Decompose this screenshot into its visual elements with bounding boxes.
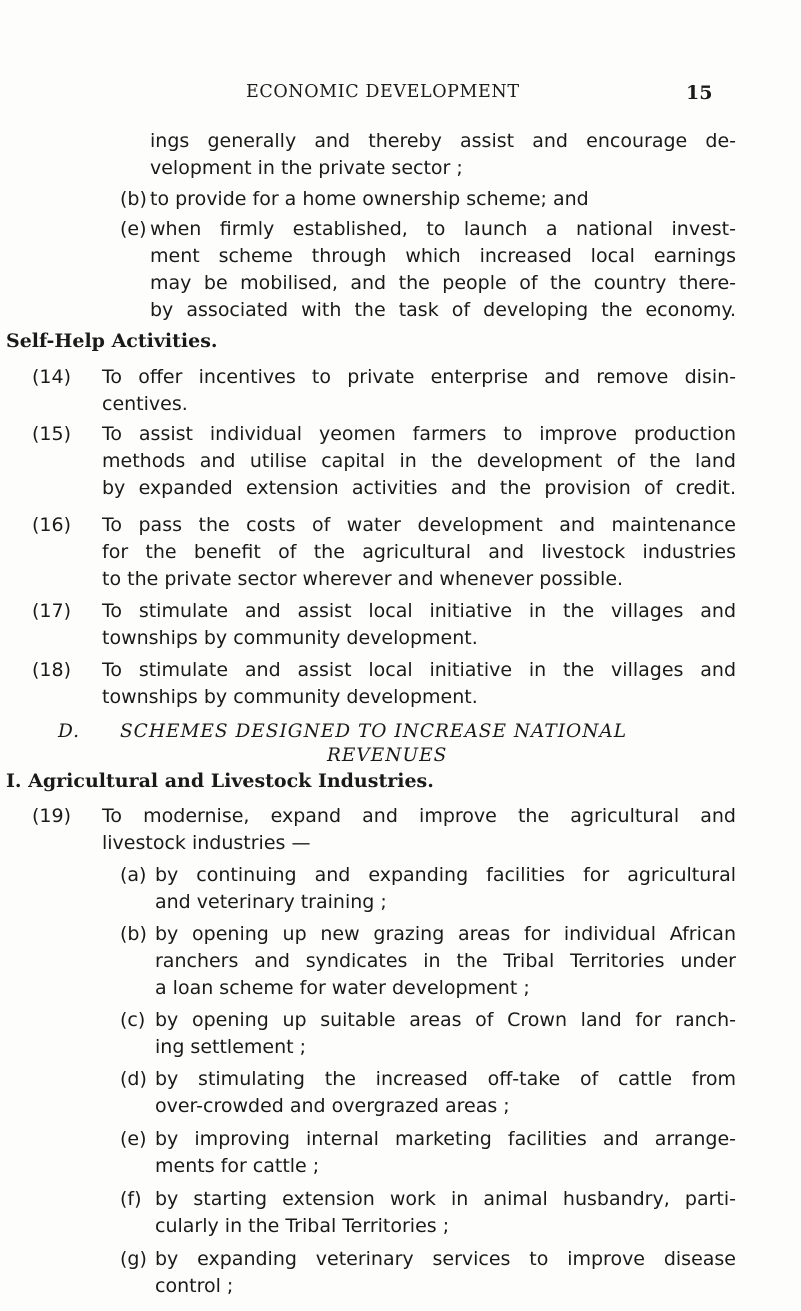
item-line: methods and utilise capital in the development of the land: [102, 450, 736, 472]
sub-item-label: (e): [120, 1128, 147, 1150]
item-line: townships by community development.: [102, 686, 478, 708]
sub-item-line: a loan scheme for water development ;: [155, 977, 530, 999]
sub-item-line: may be mobilised, and the people of the country there-: [150, 272, 736, 294]
page-number: 15: [686, 82, 713, 104]
sub-item-line: ing settlement ;: [155, 1036, 307, 1058]
sub-item-label: (g): [120, 1248, 147, 1270]
sub-item-line: cularly in the Tribal Territories ;: [155, 1215, 450, 1237]
item-line: for the benefit of the agricultural and livestock industries: [102, 541, 736, 563]
section-letter: D.: [58, 721, 81, 742]
section-title: REVENUES: [327, 745, 448, 766]
continuation-line: velopment in the private sector ;: [150, 157, 463, 179]
sub-item-line: when firmly established, to launch a national invest-: [150, 218, 736, 240]
running-header: [0, 82, 801, 112]
item-line: To pass the costs of water development and maintenance: [102, 514, 736, 536]
item-label: (18): [32, 659, 72, 681]
subsection-heading: I. Agricultural and Livestock Industries.: [6, 770, 434, 792]
item-line: To modernise, expand and improve the agricultural and: [102, 805, 736, 827]
sub-item-line: to provide for a home ownership scheme; and: [150, 188, 589, 210]
sub-item-line: by improving internal marketing facilities and arrange-: [155, 1128, 736, 1150]
item-line: centives.: [102, 393, 188, 415]
sub-item-label: (b): [120, 188, 147, 210]
item-line: livestock industries —: [102, 832, 311, 854]
sub-item-line: control ;: [155, 1275, 234, 1297]
item-line: to the private sector wherever and whenever possible.: [102, 568, 624, 590]
sub-item-line: ments for cattle ;: [155, 1155, 320, 1177]
sub-item-line: ment scheme through which increased local earnings: [150, 245, 736, 267]
item-label: (15): [32, 423, 72, 445]
sub-item-label: (a): [120, 864, 147, 886]
item-line: To assist individual yeomen farmers to improve production: [102, 423, 736, 445]
sub-item-line: by opening up suitable areas of Crown land for ranch-: [155, 1009, 736, 1031]
item-line: townships by community development.: [102, 627, 478, 649]
sub-item-line: by stimulating the increased off-take of cattle from: [155, 1068, 736, 1090]
item-label: (19): [32, 805, 72, 827]
sub-item-line: by starting extension work in animal husbandry, parti-: [155, 1188, 736, 1210]
sub-item-label: (c): [120, 1009, 146, 1031]
header-title: ECONOMIC DEVELOPMENT: [246, 82, 520, 102]
sub-item-line: by associated with the task of developing the economy.: [150, 299, 736, 321]
item-line: To offer incentives to private enterprise and remove disin-: [102, 366, 736, 388]
sub-item-label: (d): [120, 1068, 147, 1090]
continuation-line: ings generally and thereby assist and encourage de-: [150, 130, 736, 152]
section-title: SCHEMES DESIGNED TO INCREASE NATIONAL: [120, 721, 628, 742]
item-line: by expanded extension activities and the provision of credit.: [102, 477, 736, 499]
sub-item-line: over-crowded and overgrazed areas ;: [155, 1095, 510, 1117]
sub-item-label: (b): [120, 923, 147, 945]
sub-item-line: by opening up new grazing areas for individual African: [155, 923, 736, 945]
item-label: (14): [32, 366, 72, 388]
sub-item-line: ranchers and syndicates in the Tribal Territories under: [155, 950, 736, 972]
sub-item-line: and veterinary training ;: [155, 891, 387, 913]
section-heading: Self-Help Activities.: [6, 330, 218, 352]
sub-item-line: by continuing and expanding facilities for agricultural: [155, 864, 736, 886]
item-label: (16): [32, 514, 72, 536]
item-line: To stimulate and assist local initiative in the villages and: [102, 600, 736, 622]
sub-item-label: (e): [120, 218, 147, 240]
sub-item-label: (f): [120, 1188, 142, 1210]
item-line: To stimulate and assist local initiative in the villages and: [102, 659, 736, 681]
item-label: (17): [32, 600, 72, 622]
sub-item-line: by expanding veterinary services to improve disease: [155, 1248, 736, 1270]
